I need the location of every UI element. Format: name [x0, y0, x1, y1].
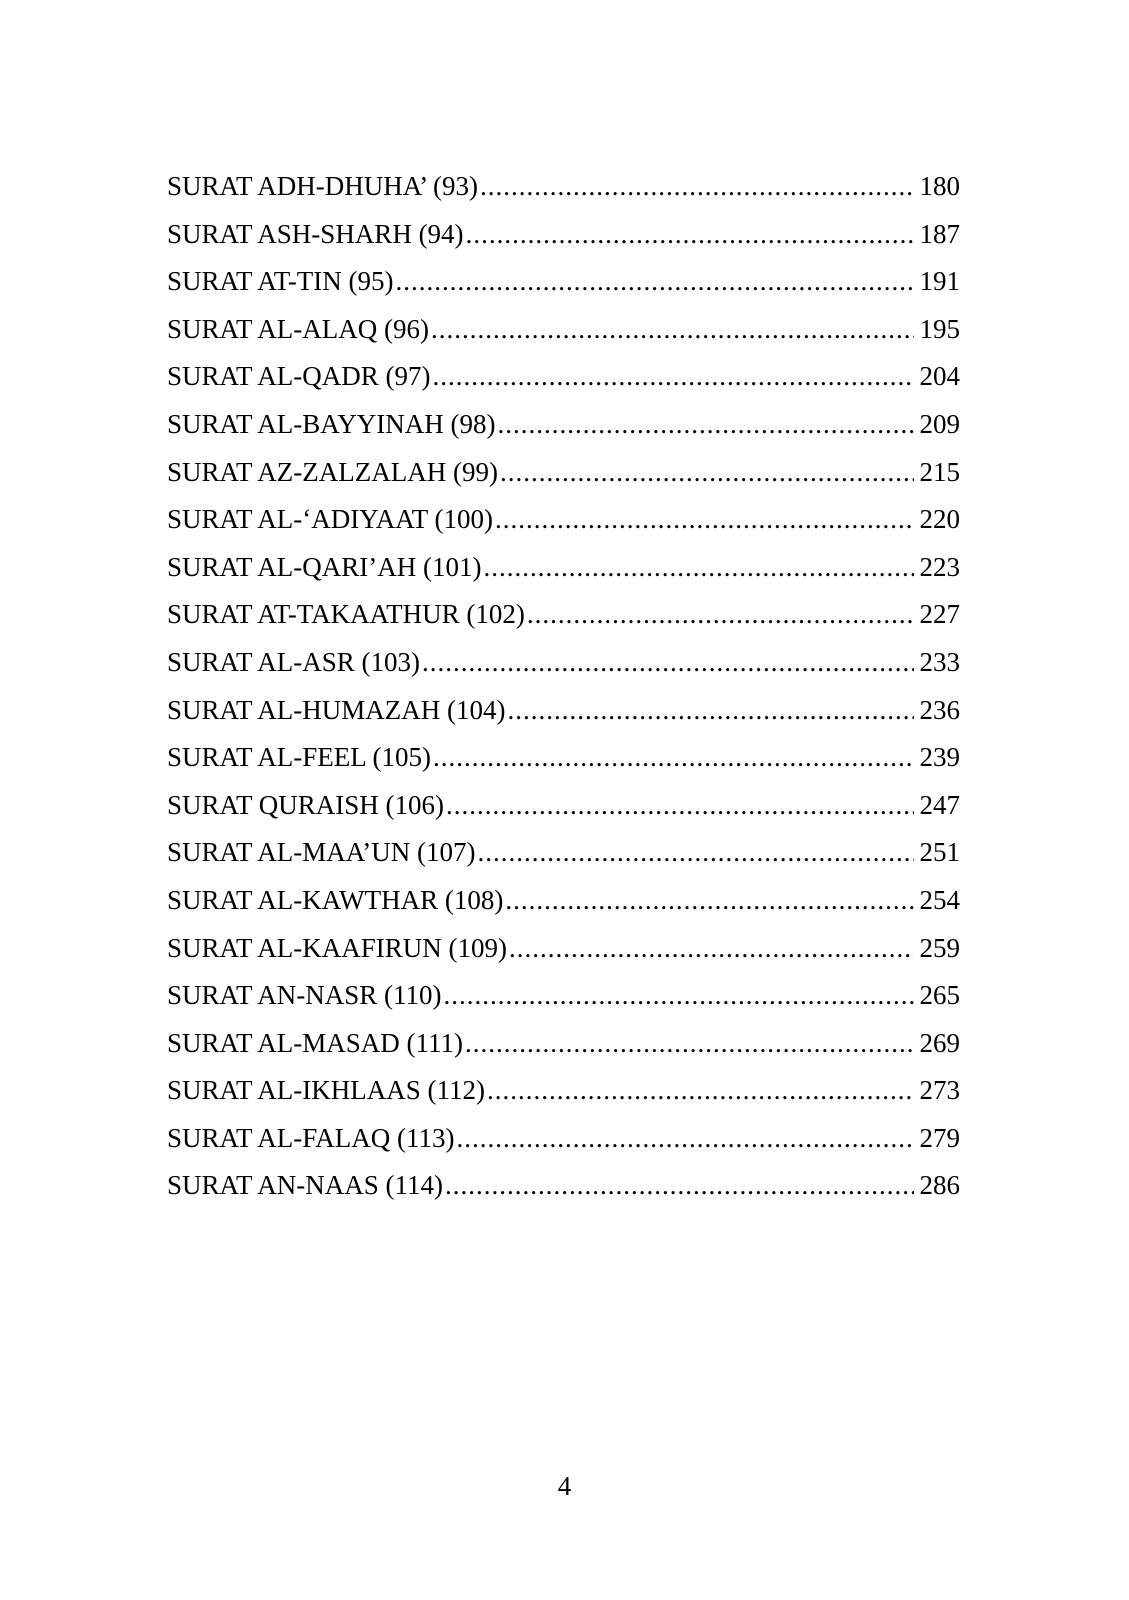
toc-entry-title: SURAT ASH-SHARH (94) [167, 218, 464, 249]
toc-entry-title: SURAT QURAISH (106) [167, 789, 445, 820]
toc-dot-leader [478, 829, 914, 877]
toc-entry[interactable] [167, 877, 960, 925]
toc-entry-page: 236 [919, 694, 960, 725]
toc-entry[interactable] [167, 211, 960, 259]
toc-entry[interactable] [167, 1020, 960, 1068]
toc-entry-page: 195 [919, 313, 960, 344]
toc-entry[interactable] [167, 1067, 960, 1115]
toc-entry-page: 247 [919, 789, 960, 820]
toc-entry-page: 223 [919, 551, 960, 582]
toc-entry-title: SURAT ADH-DHUHA’ (93) [167, 171, 479, 201]
toc-entry-page: 239 [919, 742, 960, 773]
toc-entry-title: SURAT AL-KAWTHAR (108) [167, 884, 504, 915]
toc-entry[interactable] [167, 1115, 960, 1163]
toc-dot-leader [495, 496, 913, 544]
toc-entry[interactable] [167, 306, 960, 354]
toc-dot-leader [433, 353, 914, 401]
toc-entry-page: 286 [919, 1170, 960, 1201]
toc-entry-page: 251 [919, 837, 960, 868]
toc-dot-leader [466, 211, 914, 259]
toc-entry-page: 254 [919, 884, 960, 915]
toc-dot-leader [465, 1020, 913, 1068]
toc-entry-page: 227 [919, 599, 960, 630]
toc-entry-page: 187 [919, 218, 960, 249]
toc-entry[interactable] [167, 925, 960, 973]
toc-entry-page: 259 [919, 932, 960, 963]
toc-entry[interactable] [167, 401, 960, 449]
toc-entry[interactable] [167, 782, 960, 830]
toc-dot-leader [498, 401, 914, 449]
toc-entry[interactable] [167, 544, 960, 592]
toc-entry-title: SURAT AZ-ZALZALAH (99) [167, 456, 498, 487]
toc-entry-title: SURAT AL-QARI’AH (101) [167, 551, 482, 582]
toc-entry[interactable] [167, 734, 960, 782]
toc-entry-title: SURAT AT-TAKAATHUR (102) [167, 599, 525, 630]
toc-dot-leader [446, 782, 913, 830]
toc-dot-leader [480, 163, 913, 211]
toc-entry-title: SURAT AL-KAAFIRUN (109) [167, 932, 508, 963]
toc-entry[interactable] [167, 829, 960, 877]
toc-entry-page: 215 [919, 456, 960, 487]
table-of-contents [167, 163, 960, 1210]
toc-entry[interactable] [167, 972, 960, 1020]
toc-entry-page: 279 [919, 1122, 960, 1153]
toc-entry[interactable] [167, 687, 960, 735]
toc-entry-title: SURAT AL-QADR (97) [167, 361, 431, 392]
toc-entry-page: 204 [919, 361, 960, 392]
toc-entry[interactable] [167, 591, 960, 639]
toc-dot-leader [433, 734, 913, 782]
toc-entry-title: SURAT AL-IKHLAAS (112) [167, 1075, 486, 1106]
toc-dot-leader [487, 1067, 913, 1115]
toc-entry-title: SURAT AL-ASR (103) [167, 646, 421, 677]
page-number: 4 [557, 1471, 572, 1501]
toc-entry[interactable] [167, 496, 960, 544]
toc-entry-title: SURAT AL-HUMAZAH (104) [167, 694, 506, 725]
toc-dot-leader [396, 258, 914, 306]
toc-entry[interactable] [167, 353, 960, 401]
toc-entry-title: SURAT AN-NAAS (114) [167, 1170, 444, 1201]
toc-entry-title: SURAT AL-FALAQ (113) [167, 1122, 455, 1153]
toc-dot-leader [484, 544, 914, 592]
toc-entry-title: SURAT AL-MAA’UN (107) [167, 837, 476, 868]
toc-entry[interactable] [167, 258, 960, 306]
toc-entry-title: SURAT AL-FEEL (105) [167, 742, 432, 773]
toc-dot-leader [505, 877, 913, 925]
toc-entry-page: 180 [919, 171, 960, 201]
toc-entry-page: 273 [919, 1075, 960, 1106]
toc-entry-page: 220 [919, 504, 960, 535]
toc-entry[interactable] [167, 163, 960, 211]
toc-entry-title: SURAT AL-BAYYINAH (98) [167, 408, 496, 439]
toc-entry-title: SURAT AT-TIN (95) [167, 266, 394, 297]
toc-entry-title: SURAT AL-MASAD (111) [167, 1027, 464, 1058]
toc-dot-leader [431, 306, 914, 354]
toc-dot-leader [527, 591, 914, 639]
toc-dot-leader [445, 1162, 913, 1210]
toc-entry-page: 209 [919, 408, 960, 439]
toc-dot-leader [444, 972, 914, 1020]
toc-entry[interactable] [167, 1162, 960, 1210]
toc-entry-page: 265 [919, 980, 960, 1011]
toc-entry-page: 233 [919, 646, 960, 677]
toc-entry-title: SURAT AL-ALAQ (96) [167, 313, 429, 344]
toc-dot-leader [457, 1115, 914, 1163]
toc-entry-page: 191 [919, 266, 960, 297]
toc-dot-leader [500, 449, 914, 497]
toc-dot-leader [509, 925, 913, 973]
toc-entry[interactable] [167, 449, 960, 497]
toc-entry[interactable] [167, 639, 960, 687]
toc-dot-leader [422, 639, 913, 687]
toc-entry-title: SURAT AL-‘ADIYAAT (100) [167, 504, 494, 535]
toc-entry-page: 269 [919, 1027, 960, 1058]
toc-dot-leader [508, 687, 914, 735]
toc-entry-title: SURAT AN-NASR (110) [167, 980, 442, 1011]
